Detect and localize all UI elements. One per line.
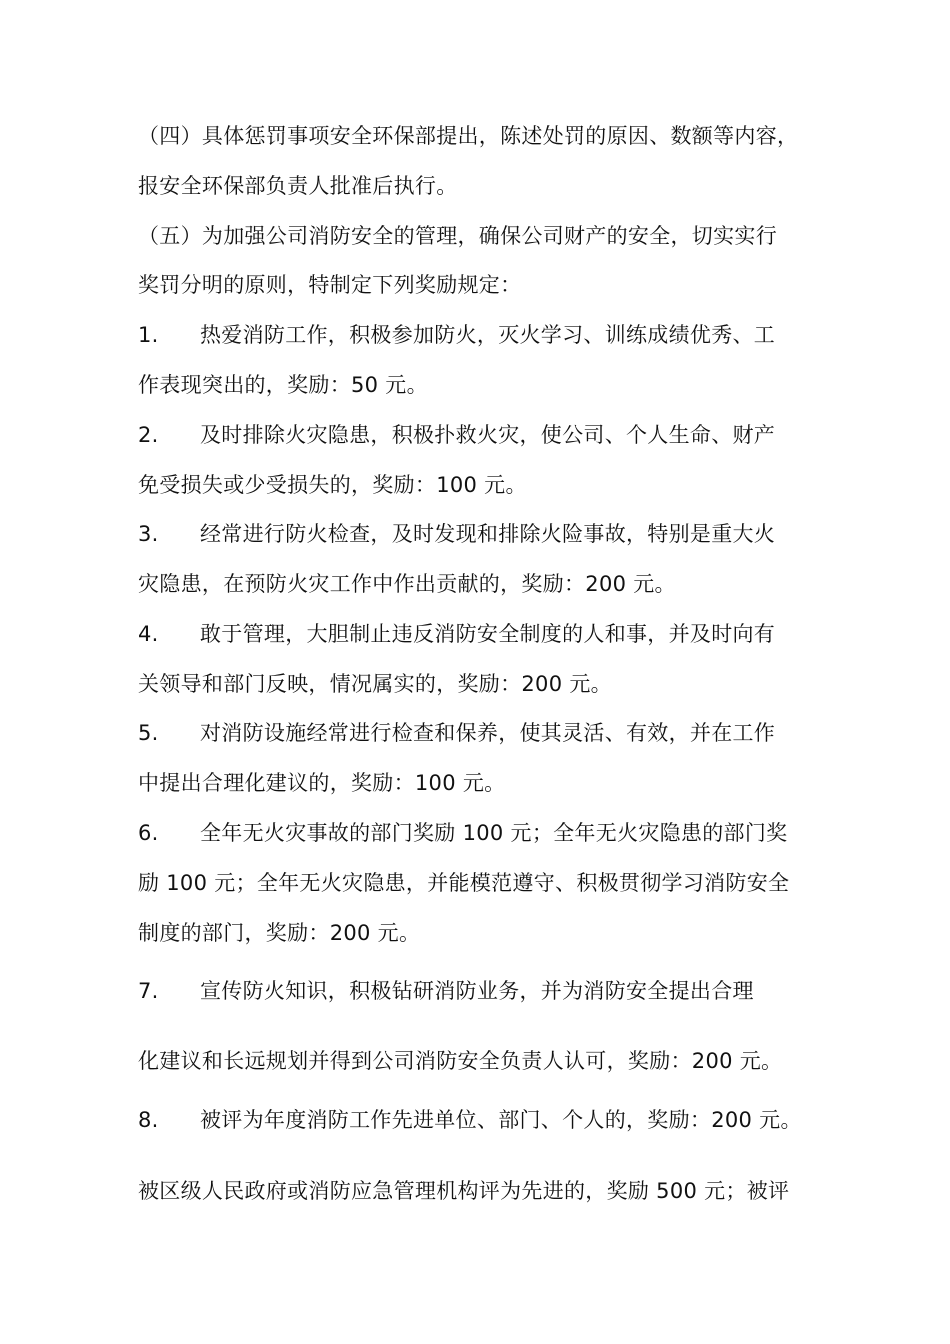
list-item-text: 及时排除火灾隐患，积极扑救火灾，使公司、个人生命、财产 [200,423,776,447]
list-item-6-continuation: 制度的部门，奖励：200 元。 [138,921,421,945]
list-item-4 [138,619,775,649]
trailing-paragraph-line: 被区级人民政府或消防应急管理机构评为先进的，奖励 500 元；被评 [138,1179,790,1203]
list-item-number: 2. [138,423,159,447]
list-item-text: 热爱消防工作，积极参加防火，灭火学习、训练成绩优秀、工 [200,323,776,347]
list-item-1-continuation: 作表现突出的，奖励：50 元。 [138,373,428,397]
section-five-line-2: 奖罚分明的原则，特制定下列奖励规定： [138,273,522,297]
list-item-number: 5. [138,721,159,745]
list-item-6-continuation: 励 100 元；全年无火灾隐患，并能模范遵守、积极贯彻学习消防安全 [138,871,790,895]
list-item-number: 6. [138,821,159,845]
list-item-7 [138,976,754,1006]
list-item-number: 7. [138,979,159,1003]
section-five-line-1: （五）为加强公司消防安全的管理，确保公司财产的安全，切实实行 [138,224,777,248]
list-item-number: 3. [138,522,159,546]
list-item-4-continuation: 关领导和部门反映，情况属实的，奖励：200 元。 [138,672,612,696]
list-item-8 [138,1105,802,1135]
list-item-7-continuation: 化建议和长远规划并得到公司消防安全负责人认可，奖励：200 元。 [138,1049,783,1073]
list-item-5 [138,718,775,748]
list-item-number: 4. [138,622,159,646]
list-item-text: 对消防设施经常进行检查和保养，使其灵活、有效，并在工作 [200,721,776,745]
list-item-text: 被评为年度消防工作先进单位、部门、个人的，奖励：200 元。 [200,1108,802,1132]
section-four-line-2: 报安全环保部负责人批准后执行。 [138,174,458,198]
list-item-text: 经常进行防火检查，及时发现和排除火险事故，特别是重大火 [200,522,776,546]
list-item-2-continuation: 免受损失或少受损失的，奖励：100 元。 [138,473,527,497]
list-item-2 [138,420,775,450]
list-item-6 [138,818,787,848]
section-four-line-1: （四）具体惩罚事项安全环保部提出，陈述处罚的原因、数额等内容， [138,124,799,148]
list-item-number: 8. [138,1108,159,1132]
list-item-5-continuation: 中提出合理化建议的，奖励：100 元。 [138,771,506,795]
list-item-text: 敢于管理，大胆制止违反消防安全制度的人和事，并及时向有 [200,622,776,646]
list-item-3-continuation: 灾隐患，在预防火灾工作中作出贡献的，奖励：200 元。 [138,572,676,596]
list-item-text: 宣传防火知识，积极钻研消防业务，并为消防安全提出合理 [200,979,754,1003]
list-item-3 [138,519,775,549]
list-item-number: 1. [138,323,159,347]
list-item-text: 全年无火灾事故的部门奖励 100 元；全年无火灾隐患的部门奖 [200,821,788,845]
list-item-1 [138,320,775,350]
